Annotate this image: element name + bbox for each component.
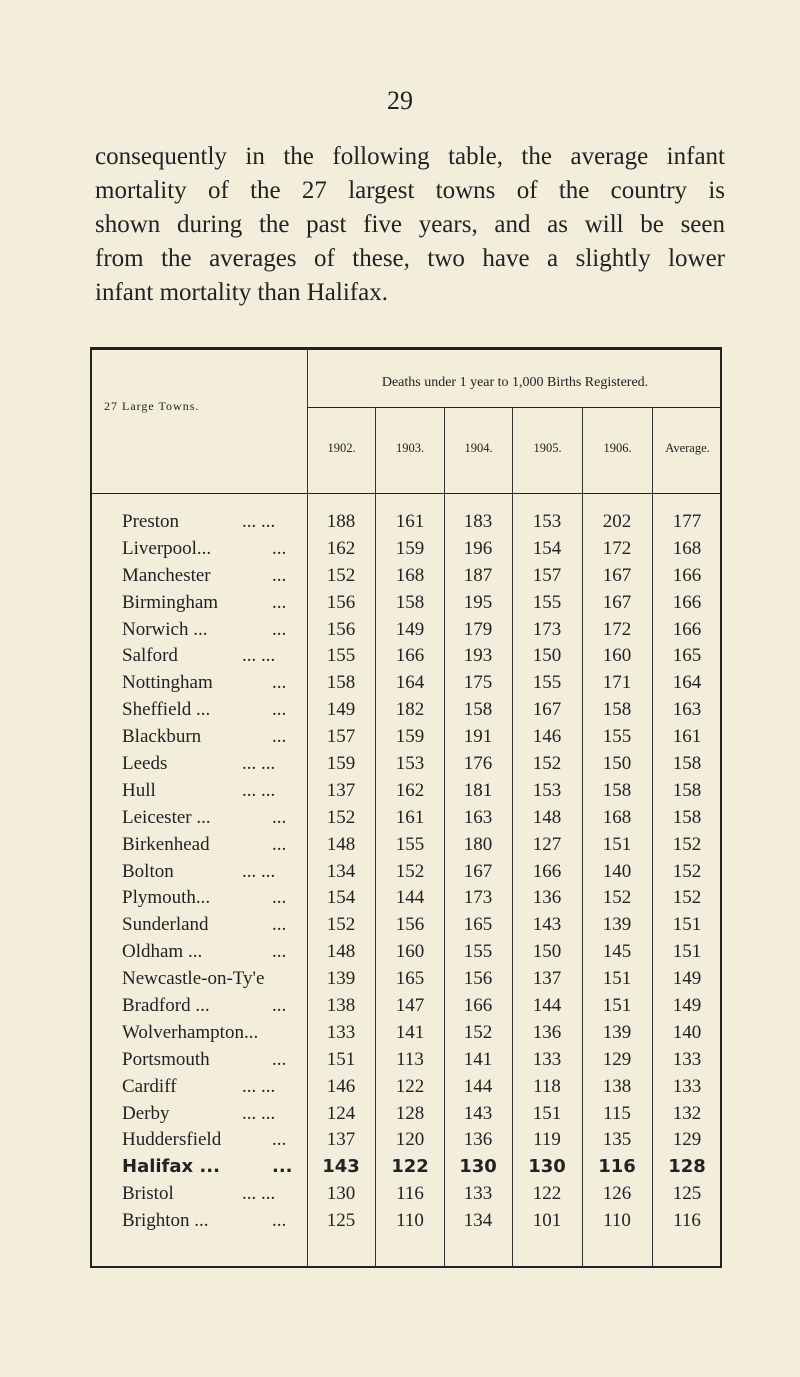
value-cell: 166 [395,645,425,667]
value-cell: 156 [326,591,356,613]
value-cell: 129 [672,1129,702,1151]
intro-line: from the averages of these, two have a slightly lower [95,245,725,272]
value-cell: 126 [602,1183,632,1205]
value-cell: 152 [672,860,702,882]
value-cell: 135 [602,1129,632,1151]
table-row [90,968,722,995]
value-cell: 181 [463,779,493,801]
value-cell: 128 [668,1156,706,1178]
value-cell: 166 [672,618,702,640]
value-cell: 139 [602,914,632,936]
value-cell: 156 [395,914,425,936]
group-header: Deaths under 1 year to 1,000 Births Registered. [381,375,649,390]
value-cell: 195 [463,591,493,613]
value-cell: 155 [326,645,356,667]
value-cell: 158 [602,779,632,801]
value-cell: 134 [326,860,356,882]
value-cell: 147 [395,995,425,1017]
value-cell: 152 [326,914,356,936]
leader-dots: ... [272,564,287,586]
value-cell: 143 [322,1156,360,1178]
value-cell: 158 [602,699,632,721]
value-cell: 179 [463,618,493,640]
value-cell: 155 [532,591,562,613]
leader-dots: ... ... [242,860,276,882]
value-cell: 136 [532,1021,562,1043]
value-cell: 166 [672,591,702,613]
value-cell: 159 [395,537,425,559]
value-cell: 143 [532,914,562,936]
value-cell: 167 [463,860,493,882]
value-cell: 136 [463,1129,493,1151]
value-cell: 154 [532,537,562,559]
value-cell: 153 [395,753,425,775]
value-cell: 120 [395,1129,425,1151]
leader-dots: ... [272,1156,293,1178]
town-name: Portsmouth [122,1048,210,1070]
value-cell: 151 [532,1102,562,1124]
value-cell: 138 [602,1075,632,1097]
town-name: Nottingham [122,672,213,694]
value-cell: 129 [602,1048,632,1070]
value-cell: 167 [532,699,562,721]
value-cell: 148 [326,941,356,963]
value-cell: 125 [326,1210,356,1232]
value-cell: 139 [602,1021,632,1043]
towns-column-header: 27 Large Towns. [104,399,200,413]
leader-dots: ... ... [242,511,276,532]
value-cell: 144 [532,995,562,1017]
value-cell: 144 [463,1075,493,1097]
page-number: 29 [387,86,413,115]
value-cell: 138 [326,995,356,1017]
value-cell: 168 [672,537,702,559]
intro-line: mortality of the 27 largest towns of the country is [95,177,725,204]
value-cell: 122 [391,1156,429,1178]
value-cell: 116 [396,1183,424,1205]
table-row [90,753,722,780]
value-cell: 153 [532,511,562,532]
leader-dots: ... ... [242,1102,276,1124]
value-cell: 168 [395,564,425,586]
value-cell: 133 [326,1021,356,1043]
value-cell: 177 [672,511,702,532]
value-cell: 191 [463,726,493,748]
value-cell: 110 [396,1210,424,1232]
value-cell: 183 [463,511,493,532]
table-row [90,1076,722,1103]
value-cell: 151 [602,995,632,1017]
value-cell: 130 [528,1156,566,1178]
value-cell: 149 [672,995,702,1017]
value-cell: 172 [602,537,632,559]
value-cell: 130 [326,1183,356,1205]
value-cell: 155 [395,833,425,855]
value-cell: 158 [672,779,702,801]
mortality-table [90,347,722,1268]
value-cell: 139 [326,968,356,990]
value-cell: 133 [532,1048,562,1070]
table-row [90,592,722,619]
leader-dots: ... ... [242,1183,276,1205]
intro-line: consequently in the following table, the average infant [95,143,725,170]
value-cell: 152 [532,753,562,775]
value-cell: 165 [395,968,425,990]
value-cell: 155 [463,941,493,963]
table-row [90,1049,722,1076]
table-body [90,511,722,1237]
leader-dots: ... ... [242,779,276,801]
leader-dots: ... [272,699,287,721]
town-name: Bolton [122,860,174,882]
value-cell: 143 [463,1102,493,1124]
table-row [90,726,722,753]
value-cell: 151 [602,968,632,990]
town-name: Birmingham [122,591,219,613]
value-cell: 172 [602,618,632,640]
town-name: Newcastle-on-Ty'e [122,968,265,990]
table-row [90,619,722,646]
value-cell: 148 [532,806,562,828]
town-name: Birkenhead [122,833,210,855]
value-cell: 144 [395,887,425,909]
table-row [90,645,722,672]
value-cell: 137 [326,779,356,801]
leader-dots: ... [272,1210,287,1232]
value-cell: 141 [463,1048,493,1070]
col-header-1904: 1904. [464,441,493,455]
value-cell: 141 [395,1021,425,1043]
leader-dots: ... [272,941,287,963]
town-name: Oldham ... [122,941,203,963]
value-cell: 140 [602,860,632,882]
value-cell: 130 [459,1156,497,1178]
value-cell: 163 [463,806,493,828]
value-cell: 164 [672,672,702,694]
value-cell: 125 [672,1183,702,1205]
leader-dots: ... [272,672,287,694]
town-name: Bristol [122,1183,174,1205]
value-cell: 128 [395,1102,425,1124]
value-cell: 196 [463,537,493,559]
value-cell: 165 [672,645,702,667]
value-cell: 148 [326,833,356,855]
value-cell: 150 [532,941,562,963]
value-cell: 133 [672,1048,702,1070]
town-name: Brighton ... [122,1210,209,1232]
table-row [90,1103,722,1130]
value-cell: 175 [463,672,493,694]
table-row [90,1156,722,1183]
value-cell: 165 [463,914,493,936]
value-cell: 146 [532,726,562,748]
town-name: Manchester [122,564,211,586]
intro-line: infant mortality than Halifax. [95,279,388,306]
town-name: Liverpool... [122,537,212,559]
value-cell: 166 [463,995,493,1017]
value-cell: 152 [326,564,356,586]
leader-dots: ... [272,1048,287,1070]
value-cell: 159 [395,726,425,748]
table-row [90,511,722,538]
table-row [90,672,722,699]
value-cell: 149 [395,618,425,640]
leader-dots: ... ... [242,1075,276,1097]
value-cell: 158 [395,591,425,613]
value-cell: 152 [326,806,356,828]
town-name: Sheffield ... [122,699,211,721]
leader-dots: ... [272,914,287,936]
table-row [90,1129,722,1156]
value-cell: 116 [673,1210,701,1232]
value-cell: 119 [533,1129,561,1151]
value-cell: 152 [672,833,702,855]
leader-dots: ... [272,726,287,748]
value-cell: 136 [532,887,562,909]
table-row [90,1210,722,1237]
table-top-rule [90,347,722,350]
value-cell: 155 [602,726,632,748]
leader-dots: ... ... [242,645,276,667]
value-cell: 122 [395,1075,425,1097]
value-cell: 173 [532,618,562,640]
leader-dots: ... [272,887,287,909]
value-cell: 151 [672,941,702,963]
value-cell: 153 [532,779,562,801]
value-cell: 150 [602,753,632,775]
value-cell: 132 [672,1102,702,1124]
table-row [90,995,722,1022]
col-header-1902: 1902. [327,441,356,455]
table-row [90,538,722,565]
group-header-rule [308,407,722,408]
value-cell: 151 [326,1048,356,1070]
value-cell: 146 [326,1075,356,1097]
value-cell: 187 [463,564,493,586]
table-bottom-rule [90,1266,722,1268]
table-row [90,861,722,888]
town-name: Leeds [122,753,168,775]
value-cell: 173 [463,887,493,909]
town-name: Wolverhampton... [122,1021,259,1043]
value-cell: 113 [396,1048,424,1070]
value-cell: 171 [602,672,632,694]
value-cell: 157 [326,726,356,748]
value-cell: 166 [532,860,562,882]
town-name: Sunderland [122,914,209,936]
value-cell: 124 [326,1102,356,1124]
value-cell: 101 [532,1210,562,1232]
table-row [90,1183,722,1210]
town-name: Salford [122,645,178,667]
leader-dots: ... [272,995,287,1017]
value-cell: 157 [532,564,562,586]
leader-dots: ... [272,618,287,640]
table-row [90,914,722,941]
value-cell: 134 [463,1210,493,1232]
town-name: Hull [122,779,156,801]
town-name: Leicester ... [122,806,211,828]
value-cell: 164 [395,672,425,694]
value-cell: 152 [602,887,632,909]
value-cell: 158 [463,699,493,721]
value-cell: 137 [532,968,562,990]
value-cell: 155 [532,672,562,694]
value-cell: 166 [672,564,702,586]
value-cell: 122 [532,1183,562,1205]
value-cell: 188 [326,511,356,532]
value-cell: 162 [395,779,425,801]
value-cell: 152 [395,860,425,882]
value-cell: 168 [602,806,632,828]
value-cell: 193 [463,645,493,667]
value-cell: 162 [326,537,356,559]
value-cell: 182 [395,699,425,721]
value-cell: 116 [598,1156,636,1178]
value-cell: 180 [463,833,493,855]
table-row [90,941,722,968]
value-cell: 158 [672,753,702,775]
leader-dots: ... ... [242,753,276,775]
value-cell: 154 [326,887,356,909]
intro-paragraph [95,140,725,310]
value-cell: 167 [602,564,632,586]
value-cell: 137 [326,1129,356,1151]
value-cell: 163 [672,699,702,721]
col-header-average: Average. [665,441,710,455]
value-cell: 149 [326,699,356,721]
table-row [90,834,722,861]
value-cell: 160 [395,941,425,963]
value-cell: 202 [602,511,632,532]
value-cell: 156 [326,618,356,640]
col-header-1903: 1903. [395,441,425,455]
table-row [90,780,722,807]
value-cell: 167 [602,591,632,613]
value-cell: 133 [463,1183,493,1205]
value-cell: 176 [463,753,493,775]
value-cell: 161 [395,806,425,828]
town-name: Huddersfield [122,1129,222,1151]
leader-dots: ... [272,1129,287,1151]
value-cell: 159 [326,753,356,775]
value-cell: 133 [672,1075,702,1097]
town-name: Bradford ... [122,995,210,1017]
header-bottom-rule [90,493,722,494]
table-row [90,699,722,726]
town-name: Blackburn [122,726,202,748]
town-name: Halifax ... [122,1156,220,1178]
value-cell: 118 [533,1075,561,1097]
town-name: Plymouth... [122,887,211,909]
leader-dots: ... [272,537,287,559]
leader-dots: ... [272,833,287,855]
town-name: Norwich ... [122,618,208,640]
town-name: Cardiff [122,1075,177,1097]
value-cell: 158 [326,672,356,694]
value-cell: 160 [602,645,632,667]
town-name: Derby [122,1102,170,1124]
value-cell: 127 [532,833,562,855]
value-cell: 110 [603,1210,631,1232]
value-cell: 151 [602,833,632,855]
value-cell: 149 [672,968,702,990]
table-row [90,1022,722,1049]
value-cell: 115 [603,1102,631,1124]
value-cell: 161 [672,726,702,748]
leader-dots: ... [272,591,287,613]
value-cell: 152 [463,1021,493,1043]
value-cell: 151 [672,914,702,936]
value-cell: 140 [672,1021,702,1043]
value-cell: 145 [602,941,632,963]
value-cell: 150 [532,645,562,667]
intro-line: shown during the past five years, and as will be seen [95,211,725,238]
leader-dots: ... [272,806,287,828]
col-header-1906: 1906. [603,441,632,455]
value-cell: 161 [395,511,425,532]
table-row [90,887,722,914]
col-header-1905: 1905. [533,441,562,455]
town-name: Preston [122,511,179,532]
value-cell: 152 [672,887,702,909]
value-cell: 156 [463,968,493,990]
table-row [90,807,722,834]
value-cell: 158 [672,806,702,828]
table-row [90,565,722,592]
